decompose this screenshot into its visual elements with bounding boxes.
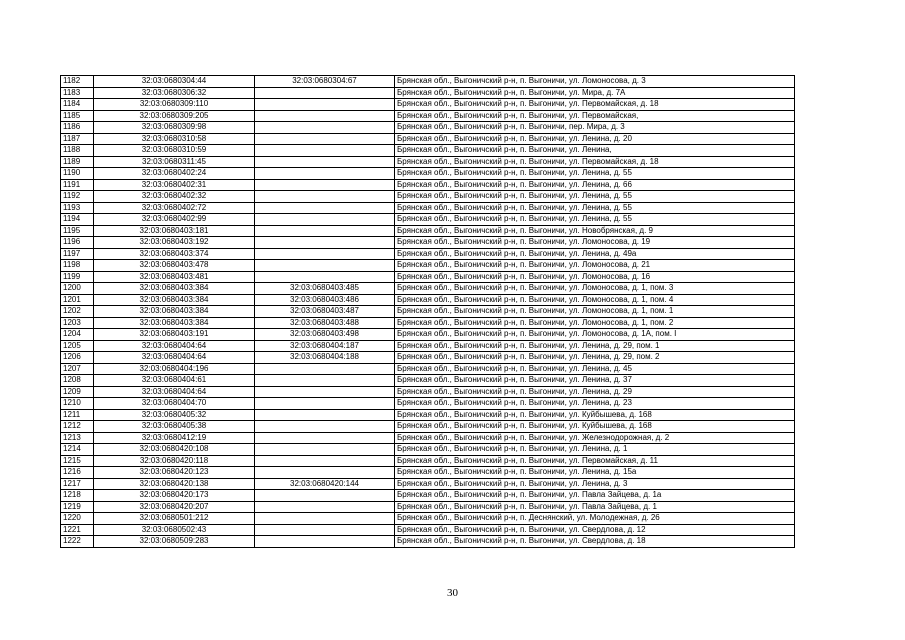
table-row <box>61 99 795 111</box>
cadastral-number-cell: 32:03:0680304:44 <box>94 76 255 88</box>
row-number-cell: 1221 <box>61 524 94 536</box>
row-number-cell: 1196 <box>61 237 94 249</box>
row-number-cell: 1182 <box>61 76 94 88</box>
address-cell: Брянская обл., Выгоничский р-н, п. Выгоничи, ул. Первомайская, д. 18 <box>395 99 795 111</box>
row-number-cell: 1205 <box>61 340 94 352</box>
address-cell: Брянская обл., Выгоничский р-н, п. Выгоничи, ул. Первомайская, д. 11 <box>395 455 795 467</box>
table-body <box>61 76 795 548</box>
cadastral-number-cell: 32:03:0680404:64 <box>94 340 255 352</box>
table-row <box>61 329 795 341</box>
row-number-cell: 1211 <box>61 409 94 421</box>
sub-cadastral-number-cell: 32:03:0680420:144 <box>255 478 395 490</box>
table-row <box>61 340 795 352</box>
address-cell: Брянская обл., Выгоничский р-н, п. Выгоничи, ул. Ленина, д. 55 <box>395 168 795 180</box>
cadastral-number-cell: 32:03:0680405:38 <box>94 421 255 433</box>
cadastral-number-cell: 32:03:0680420:123 <box>94 467 255 479</box>
cadastral-number-cell: 32:03:0680311:45 <box>94 156 255 168</box>
row-number-cell: 1187 <box>61 133 94 145</box>
page-number: 30 <box>447 587 458 599</box>
sub-cadastral-number-cell <box>255 110 395 122</box>
table-row <box>61 467 795 479</box>
sub-cadastral-number-cell <box>255 122 395 134</box>
address-cell: Брянская обл., Выгоничский р-н, п. Выгоничи, ул. Ломоносова, д. 3 <box>395 76 795 88</box>
cadastral-number-cell: 32:03:0680310:58 <box>94 133 255 145</box>
row-number-cell: 1191 <box>61 179 94 191</box>
row-number-cell: 1213 <box>61 432 94 444</box>
table-row <box>61 145 795 157</box>
cadastral-table <box>60 75 795 548</box>
cadastral-number-cell: 32:03:0680403:384 <box>94 283 255 295</box>
table-row <box>61 513 795 525</box>
cadastral-number-cell: 32:03:0680403:478 <box>94 260 255 272</box>
row-number-cell: 1212 <box>61 421 94 433</box>
table-row <box>61 455 795 467</box>
sub-cadastral-number-cell <box>255 398 395 410</box>
table-row <box>61 409 795 421</box>
address-cell: Брянская обл., Выгоничский р-н, п. Выгоничи, ул. Ломоносова, д. 1, пом. 4 <box>395 294 795 306</box>
cadastral-number-cell: 32:03:0680404:61 <box>94 375 255 387</box>
row-number-cell: 1202 <box>61 306 94 318</box>
sub-cadastral-number-cell <box>255 237 395 249</box>
row-number-cell: 1219 <box>61 501 94 513</box>
cadastral-number-cell: 32:03:0680403:181 <box>94 225 255 237</box>
cadastral-number-cell: 32:03:0680405:32 <box>94 409 255 421</box>
cadastral-number-cell: 32:03:0680309:110 <box>94 99 255 111</box>
address-cell: Брянская обл., Выгоничский р-н, п. Выгоничи, ул. Новобрянская, д. 9 <box>395 225 795 237</box>
address-cell: Брянская обл., Выгоничский р-н, п. Выгоничи, пер. Мира, д. 3 <box>395 122 795 134</box>
row-number-cell: 1190 <box>61 168 94 180</box>
sub-cadastral-number-cell <box>255 524 395 536</box>
cadastral-number-cell: 32:03:0680420:173 <box>94 490 255 502</box>
address-cell: Брянская обл., Выгоничский р-н, п. Выгоничи, ул. Свердлова, д. 12 <box>395 524 795 536</box>
row-number-cell: 1220 <box>61 513 94 525</box>
row-number-cell: 1186 <box>61 122 94 134</box>
cadastral-number-cell: 32:03:0680306:32 <box>94 87 255 99</box>
sub-cadastral-number-cell: 32:03:0680403:485 <box>255 283 395 295</box>
table-row <box>61 536 795 548</box>
sub-cadastral-number-cell: 32:03:0680304:67 <box>255 76 395 88</box>
sub-cadastral-number-cell <box>255 260 395 272</box>
row-number-cell: 1198 <box>61 260 94 272</box>
table-row <box>61 168 795 180</box>
address-cell: Брянская обл., Выгоничский р-н, п. Выгоничи, ул. Ломоносова, д. 1, пом. 1 <box>395 306 795 318</box>
address-cell: Брянская обл., Выгоничский р-н, п. Выгоничи, ул. Павла Зайцева, д. 1а <box>395 490 795 502</box>
table-row <box>61 191 795 203</box>
cadastral-number-cell: 32:03:0680403:191 <box>94 329 255 341</box>
sub-cadastral-number-cell: 32:03:0680403:487 <box>255 306 395 318</box>
sub-cadastral-number-cell <box>255 513 395 525</box>
row-number-cell: 1217 <box>61 478 94 490</box>
sub-cadastral-number-cell <box>255 87 395 99</box>
sub-cadastral-number-cell <box>255 363 395 375</box>
row-number-cell: 1199 <box>61 271 94 283</box>
cadastral-number-cell: 32:03:0680420:207 <box>94 501 255 513</box>
address-cell: Брянская обл., Выгоничский р-н, п. Деснянский, ул. Молодежная, д. 26 <box>395 513 795 525</box>
address-cell: Брянская обл., Выгоничский р-н, п. Выгоничи, ул. Ленина, д. 45 <box>395 363 795 375</box>
sub-cadastral-number-cell <box>255 99 395 111</box>
address-cell: Брянская обл., Выгоничский р-н, п. Выгоничи, ул. Ломоносова, д. 1, пом. 3 <box>395 283 795 295</box>
row-number-cell: 1194 <box>61 214 94 226</box>
table-row <box>61 306 795 318</box>
table-row <box>61 478 795 490</box>
table-row <box>61 156 795 168</box>
table-row <box>61 225 795 237</box>
sub-cadastral-number-cell <box>255 421 395 433</box>
table-row <box>61 260 795 272</box>
row-number-cell: 1204 <box>61 329 94 341</box>
table-row <box>61 271 795 283</box>
address-cell: Брянская обл., Выгоничский р-н, п. Выгоничи, ул. Ломоносова, д. 16 <box>395 271 795 283</box>
table-row <box>61 283 795 295</box>
cadastral-number-cell: 32:03:0680403:384 <box>94 294 255 306</box>
row-number-cell: 1195 <box>61 225 94 237</box>
table-row <box>61 237 795 249</box>
table-row <box>61 76 795 88</box>
sub-cadastral-number-cell: 32:03:0680404:188 <box>255 352 395 364</box>
table-row <box>61 133 795 145</box>
address-cell: Брянская обл., Выгоничский р-н, п. Выгоничи, ул. Ленина, д. 49а <box>395 248 795 260</box>
address-cell: Брянская обл., Выгоничский р-н, п. Выгоничи, ул. Ленина, <box>395 145 795 157</box>
address-cell: Брянская обл., Выгоничский р-н, п. Выгоничи, ул. Ленина, д. 1 <box>395 444 795 456</box>
table-row <box>61 179 795 191</box>
row-number-cell: 1215 <box>61 455 94 467</box>
address-cell: Брянская обл., Выгоничский р-н, п. Выгоничи, ул. Ломоносова, д. 21 <box>395 260 795 272</box>
row-number-cell: 1210 <box>61 398 94 410</box>
cadastral-number-cell: 32:03:0680412:19 <box>94 432 255 444</box>
address-cell: Брянская обл., Выгоничский р-н, п. Выгоничи, ул. Куйбышева, д. 168 <box>395 409 795 421</box>
row-number-cell: 1192 <box>61 191 94 203</box>
cadastral-number-cell: 32:03:0680420:108 <box>94 444 255 456</box>
sub-cadastral-number-cell <box>255 145 395 157</box>
row-number-cell: 1184 <box>61 99 94 111</box>
address-cell: Брянская обл., Выгоничский р-н, п. Выгоничи, ул. Ленина, д. 20 <box>395 133 795 145</box>
sub-cadastral-number-cell <box>255 490 395 502</box>
sub-cadastral-number-cell <box>255 536 395 548</box>
cadastral-number-cell: 32:03:0680404:64 <box>94 352 255 364</box>
sub-cadastral-number-cell <box>255 225 395 237</box>
sub-cadastral-number-cell <box>255 191 395 203</box>
table-row <box>61 432 795 444</box>
row-number-cell: 1218 <box>61 490 94 502</box>
sub-cadastral-number-cell <box>255 444 395 456</box>
cadastral-number-cell: 32:03:0680402:72 <box>94 202 255 214</box>
row-number-cell: 1193 <box>61 202 94 214</box>
sub-cadastral-number-cell <box>255 179 395 191</box>
table-row <box>61 490 795 502</box>
table-row <box>61 214 795 226</box>
sub-cadastral-number-cell: 32:03:0680404:187 <box>255 340 395 352</box>
sub-cadastral-number-cell <box>255 202 395 214</box>
row-number-cell: 1200 <box>61 283 94 295</box>
table-row <box>61 248 795 260</box>
cadastral-number-cell: 32:03:0680403:384 <box>94 306 255 318</box>
row-number-cell: 1206 <box>61 352 94 364</box>
row-number-cell: 1183 <box>61 87 94 99</box>
sub-cadastral-number-cell <box>255 375 395 387</box>
sub-cadastral-number-cell <box>255 409 395 421</box>
address-cell: Брянская обл., Выгоничский р-н, п. Выгоничи, ул. Ленина, д. 55 <box>395 202 795 214</box>
row-number-cell: 1185 <box>61 110 94 122</box>
cadastral-number-cell: 32:03:0680402:99 <box>94 214 255 226</box>
row-number-cell: 1197 <box>61 248 94 260</box>
sub-cadastral-number-cell <box>255 455 395 467</box>
row-number-cell: 1222 <box>61 536 94 548</box>
sub-cadastral-number-cell <box>255 168 395 180</box>
address-cell: Брянская обл., Выгоничский р-н, п. Выгоничи, ул. Куйбышева, д. 168 <box>395 421 795 433</box>
address-cell: Брянская обл., Выгоничский р-н, п. Выгоничи, ул. Ленина, д. 66 <box>395 179 795 191</box>
address-cell: Брянская обл., Выгоничский р-н, п. Выгоничи, ул. Ленина, д. 55 <box>395 214 795 226</box>
cadastral-number-cell: 32:03:0680403:374 <box>94 248 255 260</box>
cadastral-number-cell: 32:03:0680509:283 <box>94 536 255 548</box>
row-number-cell: 1203 <box>61 317 94 329</box>
cadastral-number-cell: 32:03:0680403:384 <box>94 317 255 329</box>
address-cell: Брянская обл., Выгоничский р-н, п. Выгоничи, ул. Павла Зайцева, д. 1 <box>395 501 795 513</box>
sub-cadastral-number-cell <box>255 156 395 168</box>
address-cell: Брянская обл., Выгоничский р-н, п. Выгоничи, ул. Первомайская, <box>395 110 795 122</box>
address-cell: Брянская обл., Выгоничский р-н, п. Выгоничи, ул. Ломоносова, д. 1, пом. 2 <box>395 317 795 329</box>
cadastral-number-cell: 32:03:0680404:64 <box>94 386 255 398</box>
sub-cadastral-number-cell <box>255 386 395 398</box>
cadastral-number-cell: 32:03:0680404:196 <box>94 363 255 375</box>
row-number-cell: 1201 <box>61 294 94 306</box>
table-row <box>61 202 795 214</box>
row-number-cell: 1214 <box>61 444 94 456</box>
row-number-cell: 1209 <box>61 386 94 398</box>
cadastral-number-cell: 32:03:0680309:98 <box>94 122 255 134</box>
sub-cadastral-number-cell <box>255 467 395 479</box>
address-cell: Брянская обл., Выгоничский р-н, п. Выгоничи, ул. Ленина, д. 37 <box>395 375 795 387</box>
table-row <box>61 386 795 398</box>
table-row <box>61 444 795 456</box>
sub-cadastral-number-cell: 32:03:0680403:488 <box>255 317 395 329</box>
table-row <box>61 352 795 364</box>
cadastral-number-cell: 32:03:0680404:70 <box>94 398 255 410</box>
table-row <box>61 122 795 134</box>
cadastral-number-cell: 32:03:0680309:205 <box>94 110 255 122</box>
sub-cadastral-number-cell <box>255 432 395 444</box>
address-cell: Брянская обл., Выгоничский р-н, п. Выгоничи, ул. Свердлова, д. 18 <box>395 536 795 548</box>
sub-cadastral-number-cell: 32:03:0680403:486 <box>255 294 395 306</box>
table-row <box>61 524 795 536</box>
table-row <box>61 363 795 375</box>
table-row <box>61 110 795 122</box>
address-cell: Брянская обл., Выгоничский р-н, п. Выгоничи, ул. Ленина, д. 15а <box>395 467 795 479</box>
table-row <box>61 87 795 99</box>
cadastral-number-cell: 32:03:0680402:32 <box>94 191 255 203</box>
address-cell: Брянская обл., Выгоничский р-н, п. Выгоничи, ул. Мира, д. 7А <box>395 87 795 99</box>
sub-cadastral-number-cell <box>255 271 395 283</box>
sub-cadastral-number-cell <box>255 214 395 226</box>
cadastral-number-cell: 32:03:0680403:192 <box>94 237 255 249</box>
address-cell: Брянская обл., Выгоничский р-н, п. Выгоничи, ул. Ломоносова, д. 1А, пом. I <box>395 329 795 341</box>
address-cell: Брянская обл., Выгоничский р-н, п. Выгоничи, ул. Железнодорожная, д. 2 <box>395 432 795 444</box>
sub-cadastral-number-cell <box>255 501 395 513</box>
cadastral-number-cell: 32:03:0680420:138 <box>94 478 255 490</box>
table-row <box>61 421 795 433</box>
row-number-cell: 1189 <box>61 156 94 168</box>
row-number-cell: 1216 <box>61 467 94 479</box>
row-number-cell: 1188 <box>61 145 94 157</box>
address-cell: Брянская обл., Выгоничский р-н, п. Выгоничи, ул. Ленина, д. 29, пом. 2 <box>395 352 795 364</box>
address-cell: Брянская обл., Выгоничский р-н, п. Выгоничи, ул. Первомайская, д. 18 <box>395 156 795 168</box>
cadastral-number-cell: 32:03:0680402:31 <box>94 179 255 191</box>
table-row <box>61 317 795 329</box>
cadastral-number-cell: 32:03:0680501:212 <box>94 513 255 525</box>
address-cell: Брянская обл., Выгоничский р-н, п. Выгоничи, ул. Ломоносова, д. 19 <box>395 237 795 249</box>
table-row <box>61 294 795 306</box>
table-row <box>61 398 795 410</box>
address-cell: Брянская обл., Выгоничский р-н, п. Выгоничи, ул. Ленина, д. 3 <box>395 478 795 490</box>
address-cell: Брянская обл., Выгоничский р-н, п. Выгоничи, ул. Ленина, д. 23 <box>395 398 795 410</box>
row-number-cell: 1207 <box>61 363 94 375</box>
cadastral-number-cell: 32:03:0680402:24 <box>94 168 255 180</box>
table-row <box>61 375 795 387</box>
sub-cadastral-number-cell <box>255 133 395 145</box>
cadastral-number-cell: 32:03:0680310:59 <box>94 145 255 157</box>
sub-cadastral-number-cell: 32:03:0680403:498 <box>255 329 395 341</box>
address-cell: Брянская обл., Выгоничский р-н, п. Выгоничи, ул. Ленина, д. 55 <box>395 191 795 203</box>
sub-cadastral-number-cell <box>255 248 395 260</box>
cadastral-number-cell: 32:03:0680420:118 <box>94 455 255 467</box>
cadastral-number-cell: 32:03:0680502:43 <box>94 524 255 536</box>
cadastral-number-cell: 32:03:0680403:481 <box>94 271 255 283</box>
address-cell: Брянская обл., Выгоничский р-н, п. Выгоничи, ул. Ленина, д. 29, пом. 1 <box>395 340 795 352</box>
address-cell: Брянская обл., Выгоничский р-н, п. Выгоничи, ул. Ленина, д. 29 <box>395 386 795 398</box>
table-row <box>61 501 795 513</box>
row-number-cell: 1208 <box>61 375 94 387</box>
